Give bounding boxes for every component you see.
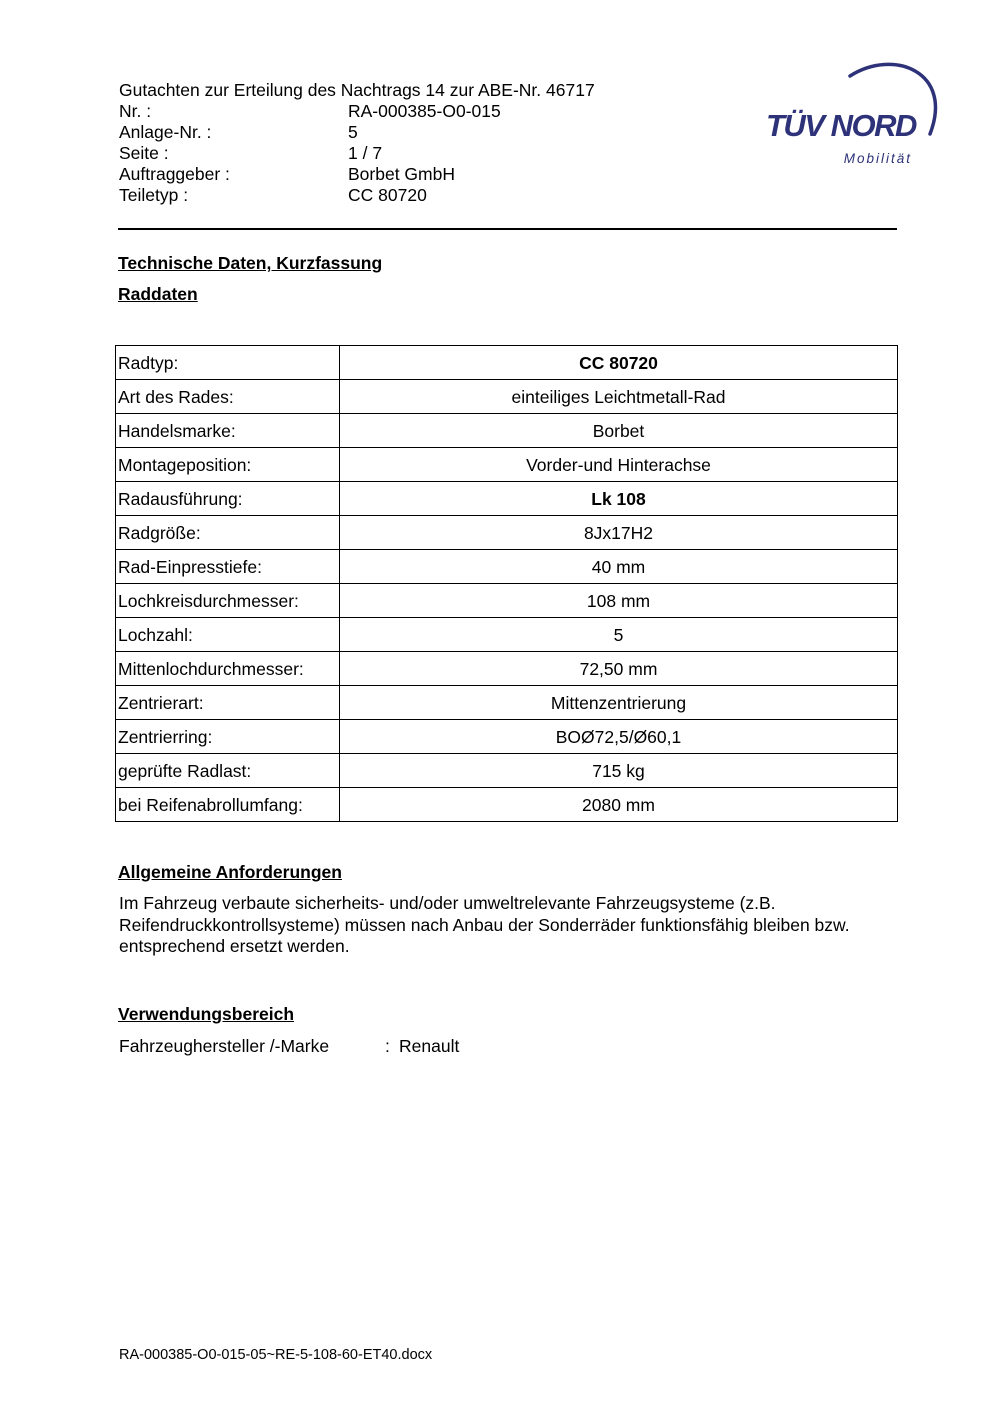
table-row — [116, 686, 898, 720]
table-cell-value: Vorder-und Hinterachse — [340, 448, 898, 482]
table-cell-label: Radtyp: — [116, 346, 340, 380]
header-meta-value: CC 80720 — [348, 185, 427, 205]
document-filename-footer: RA-000385-O0-015-05~RE-5-108-60-ET40.docx — [119, 1347, 433, 1363]
header-meta-value: RA-000385-O0-015 — [348, 101, 501, 121]
logo-text: TÜV NORD — [766, 108, 916, 143]
document-title: Gutachten zur Erteilung des Nachtrags 14 zur ABE-Nr. 46717 — [119, 80, 595, 100]
table-cell-value: 40 mm — [340, 550, 898, 584]
table-cell-value: CC 80720 — [340, 346, 898, 380]
table-cell-label: Rad-Einpresstiefe: — [116, 550, 340, 584]
header-meta-label: Seite : — [119, 143, 169, 163]
section-heading-raddaten: Raddaten — [118, 284, 198, 304]
table-cell-value: Mittenzentrierung — [340, 686, 898, 720]
table-cell-label: Mittenlochdurchmesser: — [116, 652, 340, 686]
header-meta-label: Anlage-Nr. : — [119, 122, 212, 142]
table-cell-value: 8Jx17H2 — [340, 516, 898, 550]
table-cell-value: BOØ72,5/Ø60,1 — [340, 720, 898, 754]
header-meta-row — [119, 164, 595, 185]
section-heading-verwendungsbereich: Verwendungsbereich — [118, 1004, 295, 1024]
header-meta-row — [119, 143, 595, 164]
table-cell-label: Zentrierring: — [116, 720, 340, 754]
table-cell-label: Handelsmarke: — [116, 414, 340, 448]
header-meta-row — [119, 101, 595, 122]
table-cell-value: 72,50 mm — [340, 652, 898, 686]
header-divider — [118, 228, 897, 230]
header-meta-value: 5 — [348, 122, 358, 142]
header-meta-label: Teiletyp : — [119, 185, 189, 205]
table-row — [116, 550, 898, 584]
vehicle-manufacturer-separator: : — [385, 1036, 390, 1056]
table-cell-label: geprüfte Radlast: — [116, 754, 340, 788]
section-heading-technische-daten: Technische Daten, Kurzfassung — [118, 253, 383, 273]
section-heading-allgemeine-anforderungen: Allgemeine Anforderungen — [118, 862, 342, 882]
tuev-nord-logo — [764, 56, 944, 172]
table-cell-value: 5 — [340, 618, 898, 652]
header-meta-label: Nr. : — [119, 101, 152, 121]
allgemeine-anforderungen-text: Im Fahrzeug verbaute sicherheits- und/oder umweltrelevante Fahrzeugsysteme (z.B. Reifendruckkontrollsysteme) müssen nach Anbau der Sonderräder funktionsfähig bleiben bzw. entsprechend ersetzt werden. — [119, 893, 850, 956]
table-row — [116, 788, 898, 822]
header-meta-row — [119, 185, 595, 206]
table-row — [116, 414, 898, 448]
table-cell-label: Montageposition: — [116, 448, 340, 482]
vehicle-manufacturer-value: Renault — [399, 1036, 460, 1056]
table-row — [116, 380, 898, 414]
table-cell-label: Radausführung: — [116, 482, 340, 516]
table-row — [116, 720, 898, 754]
table-row — [116, 482, 898, 516]
table-cell-value: 108 mm — [340, 584, 898, 618]
logo-subtitle: Mobilität — [843, 151, 912, 166]
table-cell-value: Lk 108 — [340, 482, 898, 516]
table-cell-value: einteiliges Leichtmetall-Rad — [340, 380, 898, 414]
table-cell-label: bei Reifenabrollumfang: — [116, 788, 340, 822]
table-row — [116, 652, 898, 686]
header-meta-row — [119, 122, 595, 143]
table-row — [116, 584, 898, 618]
table-cell-value: Borbet — [340, 414, 898, 448]
table-cell-value: 715 kg — [340, 754, 898, 788]
table-cell-label: Zentrierart: — [116, 686, 340, 720]
header-meta-value: 1 / 7 — [348, 143, 383, 163]
table-row — [116, 346, 898, 380]
table-cell-label: Lochzahl: — [116, 618, 340, 652]
table-row — [116, 516, 898, 550]
document-header — [119, 80, 595, 206]
table-cell-label: Radgröße: — [116, 516, 340, 550]
wheel-data-table — [115, 345, 898, 822]
table-cell-label: Art des Rades: — [116, 380, 340, 414]
vehicle-manufacturer-row — [119, 1036, 459, 1057]
vehicle-manufacturer-label: Fahrzeughersteller /-Marke — [119, 1036, 330, 1056]
table-row — [116, 448, 898, 482]
table-cell-value: 2080 mm — [340, 788, 898, 822]
header-meta — [119, 101, 595, 206]
table-cell-label: Lochkreisdurchmesser: — [116, 584, 340, 618]
header-meta-label: Auftraggeber : — [119, 164, 230, 184]
table-row — [116, 618, 898, 652]
header-meta-value: Borbet GmbH — [348, 164, 455, 184]
table-row — [116, 754, 898, 788]
